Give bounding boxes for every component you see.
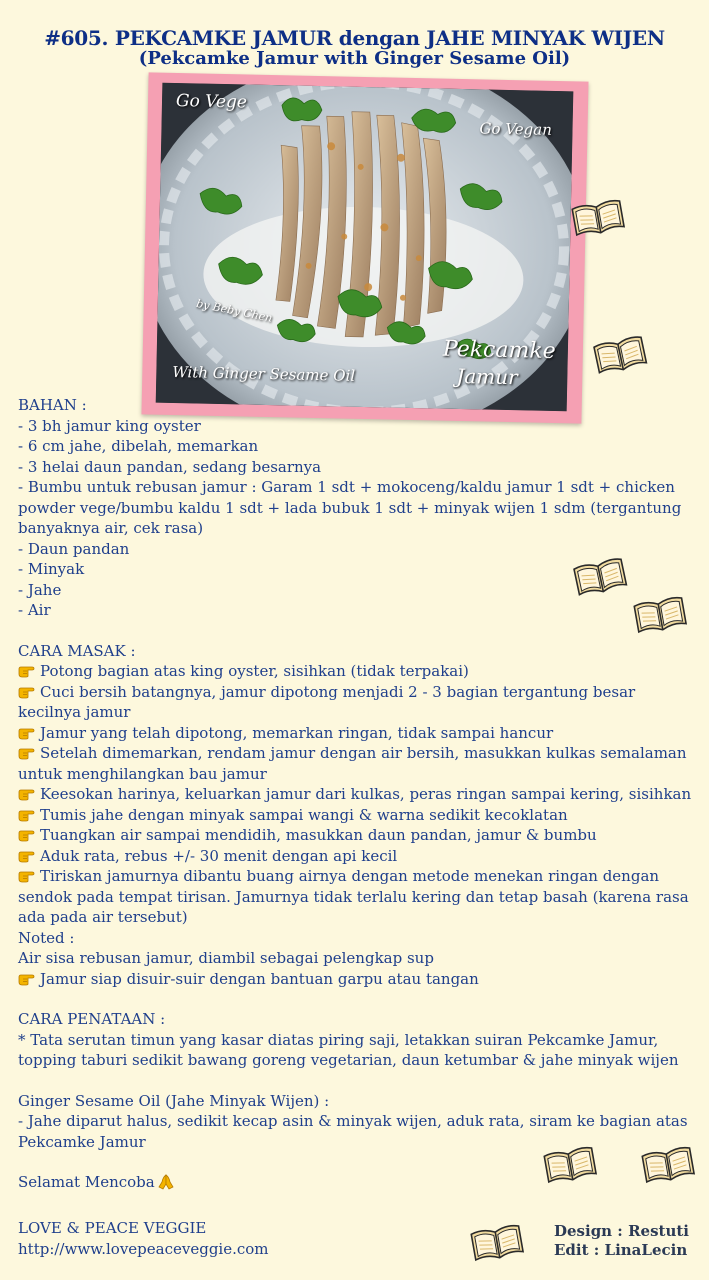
bahan-item: - Minyak — [18, 560, 85, 578]
step-text: Jamur siap disuir-suir dengan bantuan garpu atau tangan — [40, 969, 479, 988]
step-text: Keesokan harinya, keluarkan jamur dari kulkas, peras ringan sampai kering, sisihkan — [40, 785, 692, 803]
pointing-hand-icon — [18, 726, 36, 740]
pointing-hand-icon — [18, 972, 36, 986]
photo-label-go-vege: Go Vege — [175, 91, 248, 113]
photo-label-author: by Beby Chen — [195, 296, 274, 325]
title-line-2: (Pekcamke Jamur with Ginger Sesame Oil) — [138, 48, 571, 69]
step-text: Jamur yang telah dipotong, memarkan ringan, tidak sampai hancur — [40, 723, 554, 742]
ginger-heading: Ginger Sesame Oil (Jahe Minyak Wijen) : — [18, 1091, 330, 1110]
pointing-hand-icon — [18, 828, 36, 842]
recipe-title — [0, 27, 709, 69]
penataan-text: * Tata serutan timun yang kasar diatas piring saji, letakkan suiran Pekcamke Jamur, topping taburi sedikit bawang goreng vegetarian, daun ketumbar & jahe minyak wijen — [18, 1030, 679, 1069]
bahan-item: - Bumbu untuk rebusan jamur : Garam 1 sdt + mokoceng/kaldu jamur 1 sdt + chicken powder vege/bumbu kaldu 1 sdt + lada bubuk 1 sdt + minyak wijen 1 sdm (tergantung banyaknya air, cek rasa) — [18, 478, 682, 537]
design-credit: Design : Restuti — [554, 1222, 689, 1240]
brand-name: LOVE & PEACE VEGGIE — [18, 1219, 207, 1237]
bahan-item: - 6 cm jahe, dibelah, memarkan — [18, 437, 259, 455]
closing-text: Selamat Mencoba — [18, 1173, 155, 1191]
pointing-hand-icon — [18, 808, 36, 822]
footer-brand — [18, 1218, 269, 1260]
open-book-icon — [588, 329, 651, 380]
photo-label-bottom: With Ginger Sesame Oil — [172, 362, 356, 385]
step-item — [18, 805, 694, 826]
pointing-hand-icon — [18, 869, 36, 883]
step-text: Potong bagian atas king oyster, sisihkan (tidak terpakai) — [40, 662, 469, 680]
step-item — [18, 661, 694, 682]
step-text: Setelah dimemarkan, rendam jamur dengan air bersih, masukkan kulkas semalaman untuk menghilangkan bau jamur — [18, 744, 687, 783]
dish-photo — [156, 83, 574, 412]
ginger-text: - Jahe diparut halus, sedikit kecap asin & minyak wijen, aduk rata, siram ke bagian atas Pekcamke Jamur — [18, 1112, 688, 1151]
step-item — [18, 743, 694, 784]
recipe-content — [18, 395, 694, 1193]
praying-hands-icon — [157, 1174, 175, 1190]
step-item — [18, 846, 694, 867]
open-book-icon — [466, 1217, 528, 1266]
step-text: Tiriskan jamurnya dibantu buang airnya dengan metode menekan ringan dengan sendok pada tempat tirisan. Jamurnya tidak terlalu kering dan tetap basah (karena rasa ada pada air tersebut) — [18, 867, 689, 926]
brand-url-link[interactable]: http://www.lovepeaceveggie.com — [18, 1240, 269, 1258]
photo-frame — [141, 72, 588, 423]
step-item — [18, 784, 694, 805]
step-text: Tumis jahe dengan minyak sampai wangi & warna sedikit kecoklatan — [40, 805, 568, 824]
bahan-heading: BAHAN : — [18, 396, 87, 414]
title-line-1: #605. PEKCAMKE JAMUR dengan JAHE MINYAK WIJEN — [44, 26, 665, 50]
open-book-icon — [567, 192, 629, 241]
step-item — [18, 969, 694, 990]
edit-credit: Edit : LinaLecin — [554, 1241, 688, 1259]
step-item — [18, 682, 694, 723]
step-item — [18, 866, 694, 928]
pointing-hand-icon — [18, 849, 36, 863]
pointing-hand-icon — [18, 787, 36, 801]
step-item — [18, 723, 694, 744]
bahan-item: - 3 helai daun pandan, sedang besarnya — [18, 457, 322, 476]
step-item — [18, 825, 694, 846]
bahan-item: - Air — [18, 601, 51, 619]
pointing-hand-icon — [18, 685, 36, 699]
noted-label: Noted : — [18, 928, 75, 947]
pointing-hand-icon — [18, 746, 36, 760]
footer-credits — [554, 1222, 689, 1260]
photo-label-go-vegan: Go Vegan — [479, 119, 553, 139]
photo-label-name-2: Jamur — [456, 363, 518, 390]
bahan-item: - 3 bh jamur king oyster — [18, 416, 201, 435]
step-text: Aduk rata, rebus +/- 30 menit dengan api kecil — [40, 846, 398, 865]
closing-line — [18, 1172, 694, 1193]
step-text: Cuci bersih batangnya, jamur dipotong menjadi 2 - 3 bagian tergantung besar kecilnya jamur — [18, 682, 636, 721]
noted-text: Air sisa rebusan jamur, diambil sebagai pelengkap sup — [18, 949, 434, 967]
photo-label-name-1: Pekcamke — [442, 336, 556, 365]
step-text: Tuangkan air sampai mendidih, masukkan daun pandan, jamur & bumbu — [40, 826, 597, 844]
penataan-heading: CARA PENATAAN : — [18, 1010, 166, 1028]
bahan-item: - Daun pandan — [18, 539, 130, 558]
bahan-item: - Jahe — [18, 580, 62, 599]
cara-masak-heading: CARA MASAK : — [18, 641, 136, 660]
pointing-hand-icon — [18, 664, 36, 678]
